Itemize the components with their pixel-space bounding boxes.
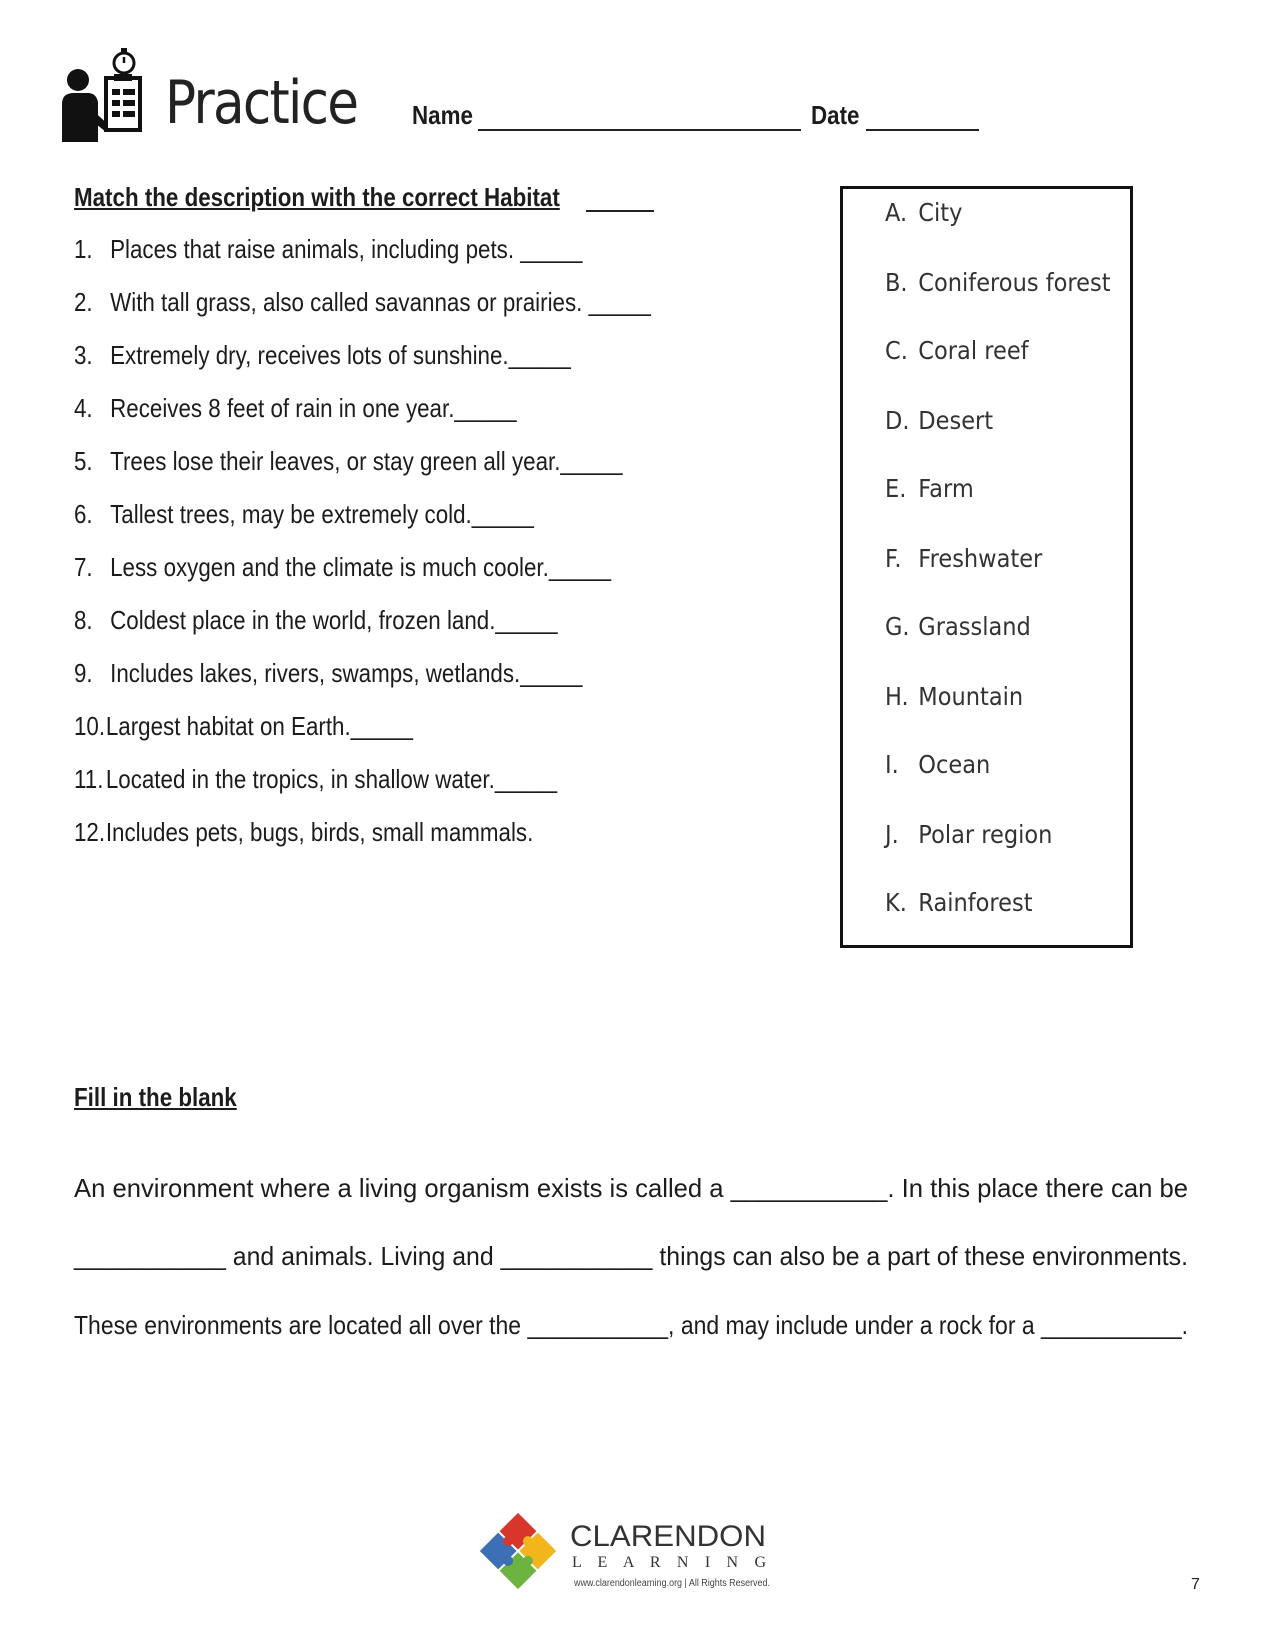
question-item bbox=[74, 711, 413, 742]
option-item bbox=[885, 612, 1031, 641]
question-text: Located in the tropics, in shallow water._____ bbox=[105, 764, 558, 794]
name-field[interactable] bbox=[478, 129, 801, 131]
question-number: 8. bbox=[74, 605, 93, 635]
option-text: Grassland bbox=[918, 612, 1031, 641]
paragraph-line-text: An environment where a living organism exists is called a ___________. In this place there can be bbox=[74, 1173, 1188, 1203]
option-text: Coniferous forest bbox=[918, 268, 1111, 297]
option-text: Farm bbox=[918, 474, 974, 503]
date-label: Date bbox=[811, 100, 860, 130]
option-text: Desert bbox=[918, 406, 994, 435]
question-number: 10. bbox=[74, 711, 106, 741]
paragraph-line bbox=[74, 1241, 1188, 1272]
question-number: 4. bbox=[74, 393, 93, 423]
question-number: 9. bbox=[74, 658, 93, 688]
heading-underline-blank bbox=[586, 210, 654, 212]
question-text: Places that raise animals, including pets. _____ bbox=[110, 234, 583, 264]
question-text: Coldest place in the world, frozen land._____ bbox=[110, 605, 558, 635]
option-text: Mountain bbox=[918, 682, 1024, 711]
option-item bbox=[885, 198, 962, 227]
option-item bbox=[885, 750, 990, 779]
question-item bbox=[74, 658, 582, 689]
option-letter: I. bbox=[885, 750, 899, 779]
page-number: 7 bbox=[1191, 1576, 1200, 1593]
question-text: Extremely dry, receives lots of sunshine._____ bbox=[110, 340, 571, 370]
option-item bbox=[885, 544, 1042, 573]
paragraph-line bbox=[74, 1173, 1188, 1204]
option-item bbox=[885, 336, 1029, 365]
option-letter: H. bbox=[885, 682, 909, 711]
brand-name: CLARENDON bbox=[570, 1520, 766, 1553]
question-number: 11. bbox=[74, 764, 104, 794]
page-title: Practice bbox=[165, 68, 358, 138]
question-text: Trees lose their leaves, or stay green all year._____ bbox=[110, 446, 623, 476]
question-item bbox=[74, 552, 611, 583]
question-text: Includes lakes, rivers, swamps, wetlands._____ bbox=[110, 658, 583, 688]
option-letter: C. bbox=[885, 336, 908, 365]
question-text: Tallest trees, may be extremely cold._____ bbox=[110, 499, 534, 529]
question-item bbox=[74, 817, 533, 848]
paragraph-line-text: ___________ and animals. Living and ___________ things can also be a part of these environments. bbox=[74, 1241, 1188, 1271]
option-item bbox=[885, 820, 1052, 849]
question-number: 6. bbox=[74, 499, 93, 529]
question-text: Includes pets, bugs, birds, small mammals. bbox=[105, 817, 534, 847]
question-text: Largest habitat on Earth._____ bbox=[105, 711, 413, 741]
paragraph-line-text: These environments are located all over the ___________, and may include under a rock for a ___________. bbox=[74, 1310, 1188, 1340]
option-text: Polar region bbox=[918, 820, 1053, 849]
question-item bbox=[74, 446, 623, 477]
option-letter: E. bbox=[885, 474, 907, 503]
option-text: Rainforest bbox=[918, 888, 1033, 917]
question-item bbox=[74, 393, 517, 424]
option-letter: J. bbox=[885, 820, 899, 849]
question-number: 3. bbox=[74, 340, 93, 370]
question-number: 5. bbox=[74, 446, 93, 476]
option-text: Coral reef bbox=[918, 336, 1029, 365]
option-text: City bbox=[918, 198, 963, 227]
option-item bbox=[885, 682, 1023, 711]
question-text: Receives 8 feet of rain in one year._____ bbox=[110, 393, 517, 423]
question-number: 1. bbox=[74, 234, 93, 264]
option-item bbox=[885, 474, 974, 503]
option-letter: G. bbox=[885, 612, 910, 641]
option-letter: K. bbox=[885, 888, 907, 917]
option-item bbox=[885, 268, 1111, 297]
question-item bbox=[74, 340, 571, 371]
question-text: Less oxygen and the climate is much cooler._____ bbox=[110, 552, 612, 582]
fill-in-section-heading: Fill in the blank bbox=[74, 1082, 237, 1112]
option-letter: D. bbox=[885, 406, 910, 435]
matching-section-heading: Match the description with the correct Habitat bbox=[74, 182, 560, 212]
option-letter: A. bbox=[885, 198, 908, 227]
question-number: 7. bbox=[74, 552, 93, 582]
question-item bbox=[74, 764, 557, 795]
brand-subtitle: L E A R N I N G bbox=[572, 1554, 766, 1571]
question-item bbox=[74, 605, 558, 636]
option-letter: B. bbox=[885, 268, 908, 297]
question-text: With tall grass, also called savannas or prairies. _____ bbox=[110, 287, 651, 317]
name-label: Name bbox=[412, 100, 473, 130]
question-item bbox=[74, 499, 534, 530]
option-text: Freshwater bbox=[918, 544, 1043, 573]
teacher-with-clipboard-and-stopwatch-icon bbox=[62, 46, 142, 142]
paragraph-line bbox=[74, 1310, 1188, 1341]
date-field[interactable] bbox=[866, 129, 979, 131]
question-number: 2. bbox=[74, 287, 93, 317]
option-item bbox=[885, 406, 993, 435]
footer-url: www.clarendonlearning.org | All Rights Reserved. bbox=[573, 1578, 770, 1589]
question-number: 12. bbox=[74, 817, 106, 847]
clarendon-learning-logo bbox=[478, 1512, 778, 1594]
option-item bbox=[885, 888, 1033, 917]
option-letter: F. bbox=[885, 544, 902, 573]
question-item bbox=[74, 287, 651, 318]
question-item bbox=[74, 234, 582, 265]
option-text: Ocean bbox=[918, 750, 991, 779]
